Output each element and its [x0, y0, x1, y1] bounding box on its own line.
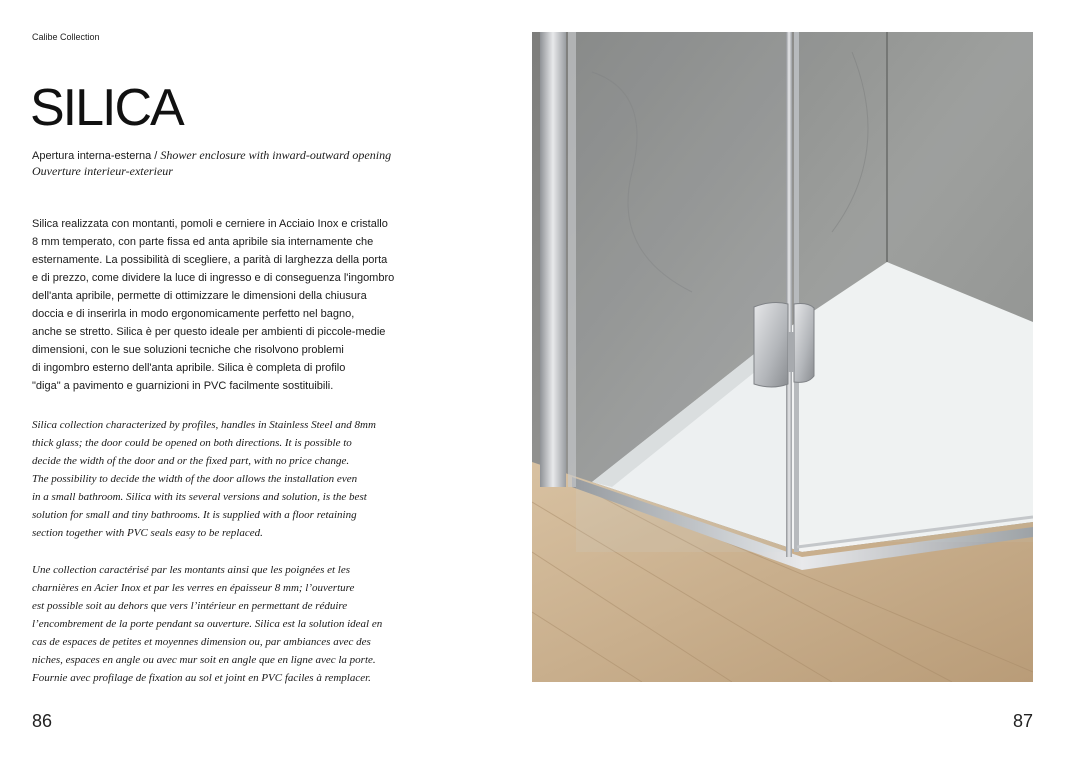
subtitle	[32, 148, 412, 180]
subtitle-french: Ouverture interieur-exterieur	[32, 164, 173, 178]
fixed-glass-panel	[576, 32, 790, 552]
subtitle-italian: Apertura interna-esterna /	[32, 150, 161, 162]
description-english: Silica collection characterized by profiles, handles in Stainless Steel and 8mm thick glass; the door could be opened on both directions. It is possible to decide the width of the door and or the fixed part, with no price change. The possibility to decide the width of the door allows the installation even in a small bathroom. Silica with its several versions and solution, is the best solution for small and tiny bathrooms. It is supplied with a floor retaining section together with PVC seals easy to be replaced.	[32, 419, 376, 539]
page-number-left: 86	[32, 711, 53, 731]
page-title: SILICA	[30, 79, 183, 137]
page-number-right: 87	[1012, 711, 1033, 731]
wall-profile	[540, 32, 566, 487]
right-page	[532, 0, 1065, 759]
glass-edge-fixed	[786, 32, 792, 557]
shower-enclosure-photo	[532, 32, 1033, 682]
description-italian: Silica realizzata con montanti, pomoli e cerniere in Acciaio Inox e cristallo 8 mm temperato, con parte fissa ed anta apribile sia internamente che esternamente. La possibilità di scegliere, a parità di larghezza della porta e di prezzo, come dividere la luce di ingresso e di conseguenza l'ingombro dell'anta apribile, permette di ottimizzare le dimensioni della chiusura doccia e di inserirla in modo ergonomicamente perfetto nel bagno, anche se stretto. Silica è per questo ideale per ambienti di piccole-medie dimensioni, con le sue soluzioni tecniche che risolvono problemi di ingombro esterno dell'anta apribile. Silica è completa di profilo "diga" a pavimento e guarnizioni in PVC facilmente sostituibili.	[32, 218, 395, 392]
description-french: Une collection caractérisé par les montants ainsi que les poignées et les charnières en Acier Inox et par les verres en épaisseur 8 mm; l’ouverture est possible soit au dehors que vers l’intérieur en permettant de réduire l’encombrement de la porte pendant sa ouverture. Silica est la solution ideal en cas de espaces de petites et moyennes dimension ou, par ambiances avec des niches, espaces en angle ou avec mur soit en angle que en ligne avec la porte. Fournie avec profilage de fixation au sol et joint en PVC faciles à remplacer.	[32, 564, 383, 684]
glass-edge-door	[794, 32, 799, 552]
left-page	[0, 0, 532, 759]
door-glass-panel	[794, 32, 1033, 542]
shower-illustration	[532, 32, 1033, 682]
subtitle-english: Shower enclosure with inward-outward opening	[160, 148, 392, 162]
collection-header: Calibe Collection	[32, 32, 100, 42]
hinge-icon	[754, 303, 814, 387]
